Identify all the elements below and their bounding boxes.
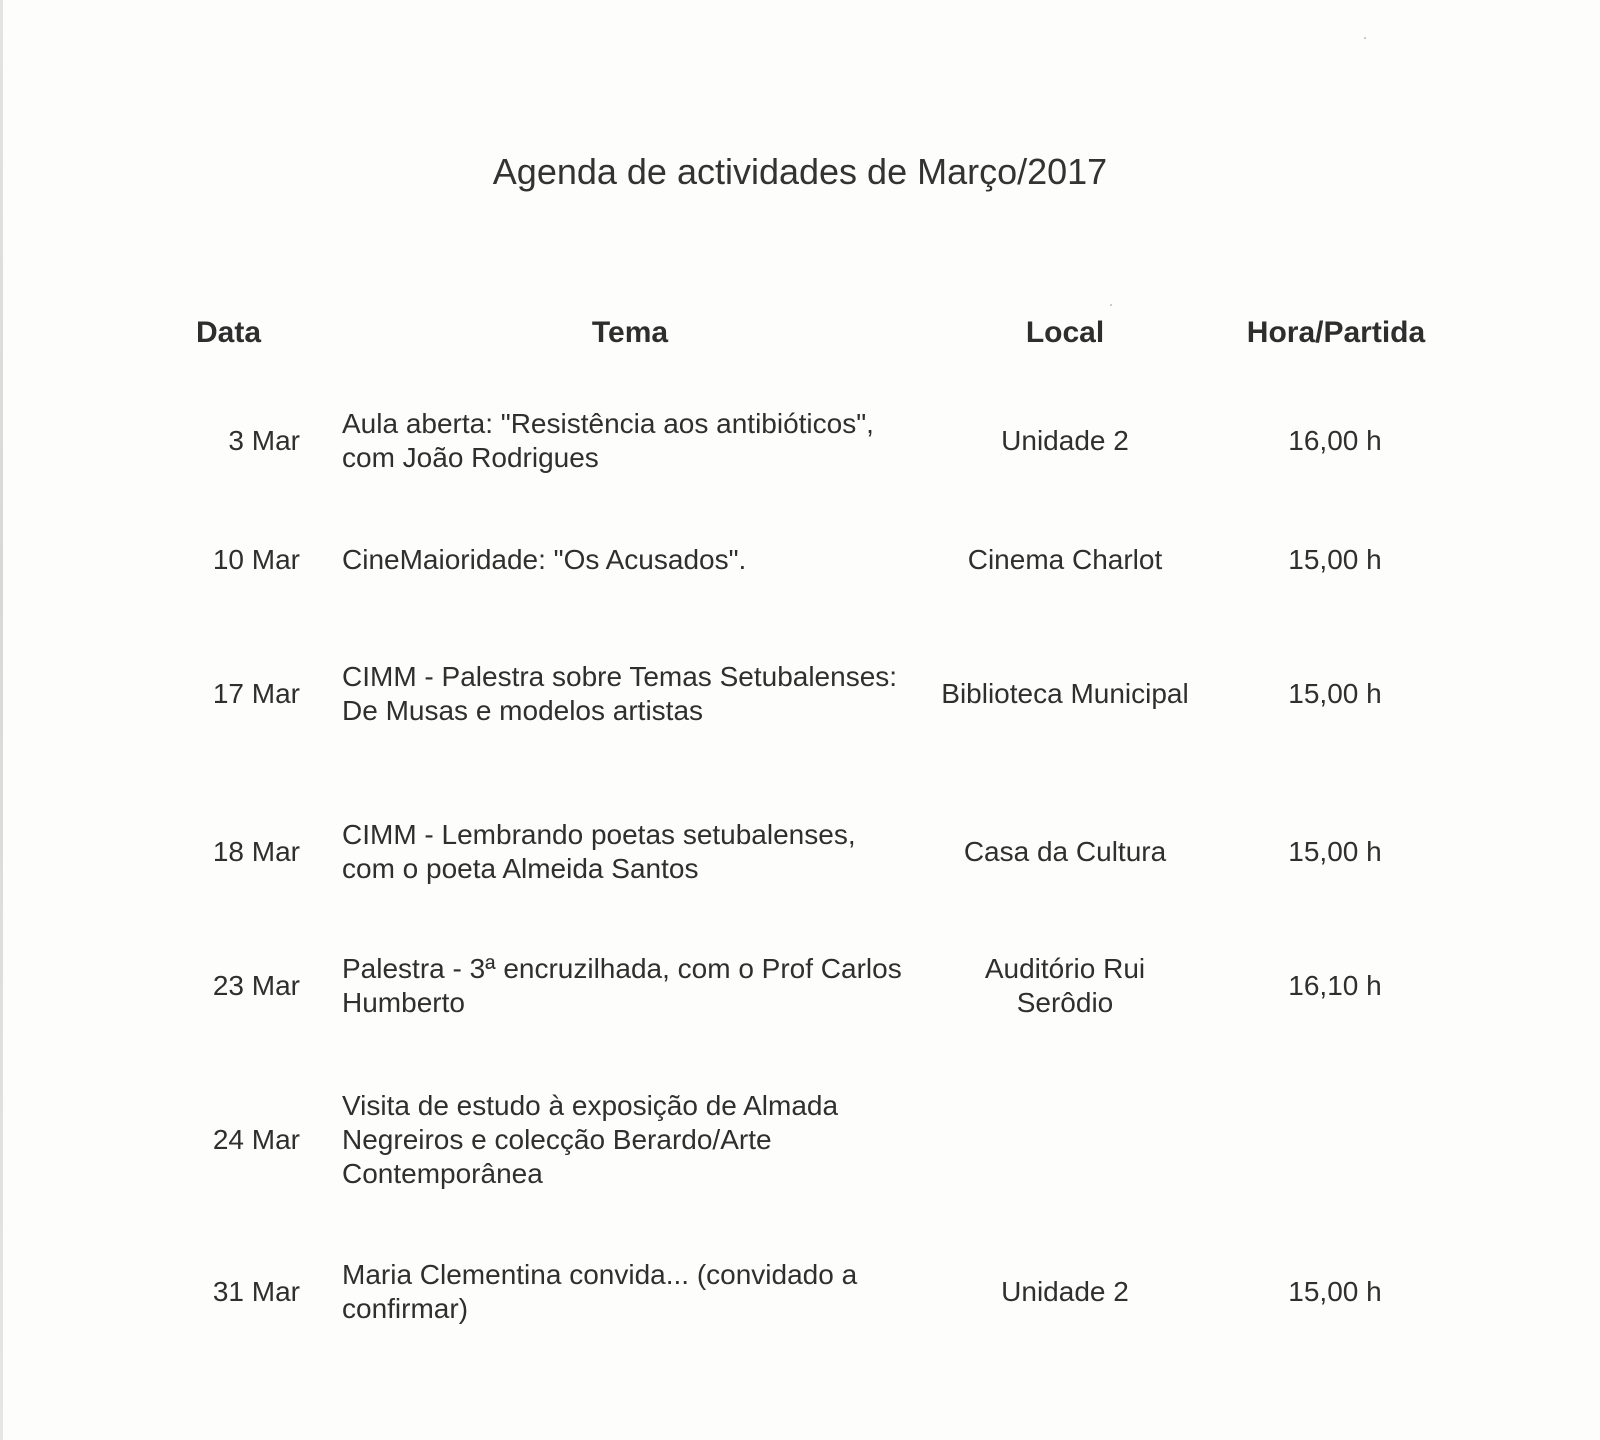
row-date: 18 Mar	[212, 836, 300, 867]
row-tema: CineMaioridade: "Os Acusados".	[342, 544, 747, 575]
row-date: 3 Mar	[228, 425, 300, 456]
row-date: 23 Mar	[212, 970, 300, 1001]
row-hora: 16,10 h	[1288, 970, 1382, 1001]
table-row	[0, 1256, 1600, 1328]
table-row	[0, 950, 1600, 1022]
row-tema: Aula aberta: "Resistência aos antibióticos", com João Rodrigues	[342, 408, 874, 473]
row-local	[935, 1086, 1195, 1194]
row-tema: Visita de estudo à exposição de Almada Negreiros e colecção Berardo/Arte Contemporânea	[342, 1090, 839, 1189]
row-hora: 16,00 h	[1288, 425, 1382, 456]
row-date: 24 Mar	[212, 1124, 300, 1155]
scan-speck	[1364, 37, 1366, 39]
column-header-tema: Tema	[591, 316, 669, 349]
column-header-local: Local	[1025, 316, 1105, 349]
table-row	[0, 640, 1600, 748]
table-row	[0, 1086, 1600, 1194]
row-hora: 15,00 h	[1288, 836, 1382, 867]
row-local: Casa da Cultura	[963, 836, 1167, 867]
row-hora: 15,00 h	[1288, 544, 1382, 575]
page-title: Agenda de actividades de Março/2017	[492, 151, 1108, 192]
row-local: Biblioteca Municipal	[941, 678, 1189, 709]
row-tema: CIMM - Lembrando poetas setubalenses, com o poeta Almeida Santos	[342, 819, 856, 884]
table-row	[0, 540, 1600, 580]
row-tema: Palestra - 3ª encruzilhada, com o Prof Carlos Humberto	[342, 953, 902, 1018]
column-header-hora: Hora/Partida	[1246, 316, 1426, 349]
row-local: Auditório Rui Serôdio	[984, 953, 1146, 1018]
row-hora	[1230, 1086, 1440, 1194]
row-local: Cinema Charlot	[967, 544, 1163, 575]
row-hora: 15,00 h	[1288, 678, 1382, 709]
column-header-data: Data	[196, 316, 262, 349]
row-local: Unidade 2	[1001, 425, 1129, 456]
row-date: 17 Mar	[212, 678, 300, 709]
row-date: 10 Mar	[212, 544, 300, 575]
row-tema: CIMM - Palestra sobre Temas Setubalenses: De Musas e modelos artistas	[342, 661, 898, 726]
row-date: 31 Mar	[212, 1276, 300, 1307]
row-local: Unidade 2	[1001, 1276, 1129, 1307]
scan-speck	[1110, 304, 1112, 306]
row-hora: 15,00 h	[1288, 1276, 1382, 1307]
row-tema: Maria Clementina convida... (convidado a confirmar)	[342, 1259, 858, 1324]
table-row	[0, 405, 1600, 477]
table-row	[0, 816, 1600, 888]
